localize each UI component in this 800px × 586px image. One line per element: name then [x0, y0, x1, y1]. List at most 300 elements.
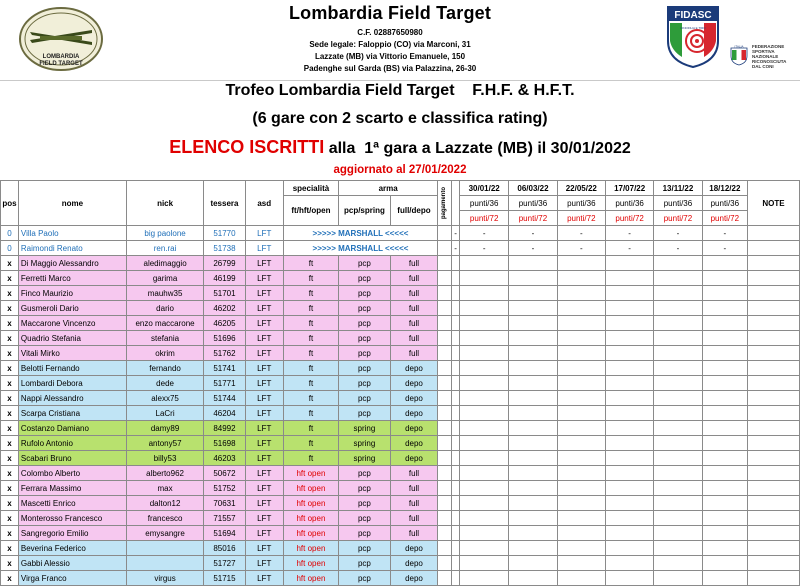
cell-spacer	[452, 406, 460, 421]
punti36-4: punti/36	[654, 196, 702, 211]
org-info	[200, 3, 580, 75]
cell-tessera: 46202	[204, 301, 245, 316]
cell-pos: 0	[1, 226, 19, 241]
cell-score-2	[557, 331, 605, 346]
cell-note	[748, 301, 800, 316]
cell-score-4	[654, 331, 702, 346]
cell-potenza: depo	[390, 391, 437, 406]
fidasc-logo	[666, 5, 720, 69]
cell-pos: x	[1, 271, 19, 286]
cell-tessera: 51727	[204, 556, 245, 571]
cell-arma: pcp	[339, 511, 391, 526]
cell-nome: Costanzo Damiano	[18, 421, 126, 436]
cell-arma: spring	[339, 421, 391, 436]
cell-asd: LFT	[245, 556, 283, 571]
punti36-3: punti/36	[605, 196, 653, 211]
title-elenco	[0, 137, 800, 158]
cell-note	[748, 286, 800, 301]
cell-note	[748, 226, 800, 241]
cell-specialita: hft open	[283, 526, 338, 541]
cell-asd: LFT	[245, 286, 283, 301]
cell-pagamento	[438, 226, 452, 241]
cell-score-4	[654, 256, 702, 271]
cell-spacer	[452, 511, 460, 526]
cell-pagamento	[438, 541, 452, 556]
cell-pagamento	[438, 241, 452, 256]
cell-score-0: -	[460, 226, 509, 241]
cell-potenza: depo	[390, 541, 437, 556]
cell-asd: LFT	[245, 406, 283, 421]
cell-nome: Finco Maurizio	[18, 286, 126, 301]
cell-note	[748, 271, 800, 286]
cell-nome: Gabbi Alessio	[18, 556, 126, 571]
cell-spacer	[452, 271, 460, 286]
cell-specialita: ft	[283, 271, 338, 286]
cell-score-5	[702, 481, 747, 496]
cell-nome: Villa Paolo	[18, 226, 126, 241]
cell-pos: x	[1, 391, 19, 406]
cell-nick: damy89	[126, 421, 203, 436]
cell-pos: x	[1, 316, 19, 331]
cell-score-5	[702, 526, 747, 541]
cell-nick: alberto962	[126, 466, 203, 481]
cell-pagamento	[438, 286, 452, 301]
cell-score-3	[605, 451, 653, 466]
cell-score-1	[509, 511, 557, 526]
cell-nick: dalton12	[126, 496, 203, 511]
cell-pagamento	[438, 556, 452, 571]
cell-nick: ren.rai	[126, 241, 203, 256]
cell-score-0	[460, 541, 509, 556]
cell-score-3	[605, 526, 653, 541]
cell-spacer	[452, 331, 460, 346]
cell-score-1	[509, 301, 557, 316]
cell-score-5	[702, 451, 747, 466]
competitor-row	[1, 271, 800, 286]
cell-note	[748, 436, 800, 451]
cell-potenza: full	[390, 481, 437, 496]
cell-score-0	[460, 316, 509, 331]
cell-score-3	[605, 511, 653, 526]
cell-score-3	[605, 346, 653, 361]
cell-score-2	[557, 256, 605, 271]
cell-pagamento	[438, 466, 452, 481]
cell-arma: pcp	[339, 541, 391, 556]
cell-score-1	[509, 526, 557, 541]
cell-tessera: 26799	[204, 256, 245, 271]
cell-score-4	[654, 496, 702, 511]
cell-asd: LFT	[245, 271, 283, 286]
cell-potenza: depo	[390, 571, 437, 586]
cell-nome: Raimondi Renato	[18, 241, 126, 256]
cell-asd: LFT	[245, 511, 283, 526]
cell-pagamento	[438, 391, 452, 406]
punti72-2: punti/72	[557, 211, 605, 226]
cell-arma: spring	[339, 436, 391, 451]
cell-note	[748, 241, 800, 256]
punti72-0: punti/72	[460, 211, 509, 226]
cell-pos: x	[1, 361, 19, 376]
cell-pagamento	[438, 271, 452, 286]
cell-score-2	[557, 391, 605, 406]
cell-tessera: 51762	[204, 346, 245, 361]
cell-tessera: 51738	[204, 241, 245, 256]
cell-arma: pcp	[339, 391, 391, 406]
competitor-row	[1, 451, 800, 466]
cell-spacer	[452, 301, 460, 316]
cell-score-0	[460, 391, 509, 406]
col-asd: asd	[245, 181, 283, 226]
cell-score-0	[460, 346, 509, 361]
col-spacer	[452, 181, 460, 226]
cell-score-0	[460, 421, 509, 436]
cell-asd: LFT	[245, 346, 283, 361]
cell-arma: pcp	[339, 271, 391, 286]
cell-pos: x	[1, 406, 19, 421]
cell-nome: Sangregorio Emilio	[18, 526, 126, 541]
cell-nick: mauhw35	[126, 286, 203, 301]
cell-asd: LFT	[245, 256, 283, 271]
cell-potenza: full	[390, 301, 437, 316]
cell-spacer	[452, 346, 460, 361]
cell-pos: x	[1, 571, 19, 586]
cell-score-3	[605, 496, 653, 511]
cell-spacer	[452, 286, 460, 301]
cell-spacer	[452, 466, 460, 481]
org-cf: C.F. 02887650980	[357, 28, 423, 37]
cell-score-1	[509, 421, 557, 436]
cell-arma: pcp	[339, 571, 391, 586]
cell-nome: Ferrara Massimo	[18, 481, 126, 496]
cell-arma: pcp	[339, 496, 391, 511]
cell-score-4	[654, 376, 702, 391]
competitor-row	[1, 436, 800, 451]
cell-pagamento	[438, 256, 452, 271]
cell-score-0	[460, 496, 509, 511]
punti36-1: punti/36	[509, 196, 557, 211]
cell-score-3	[605, 256, 653, 271]
svg-text:LOMBARDIA: LOMBARDIA	[42, 54, 80, 60]
cell-arma: pcp	[339, 331, 391, 346]
cell-score-2	[557, 436, 605, 451]
italia-flag-icon	[730, 44, 748, 66]
cell-score-0	[460, 271, 509, 286]
cell-specialita: ft	[283, 391, 338, 406]
cell-nick: dede	[126, 376, 203, 391]
cell-tessera: 46203	[204, 451, 245, 466]
cell-nick: antony57	[126, 436, 203, 451]
cell-note	[748, 541, 800, 556]
cell-score-0	[460, 331, 509, 346]
cell-specialita: hft open	[283, 481, 338, 496]
cell-note	[748, 451, 800, 466]
cell-score-5	[702, 376, 747, 391]
cell-note	[748, 256, 800, 271]
cell-spacer	[452, 391, 460, 406]
cell-specialita: ft	[283, 406, 338, 421]
cell-nick: big paolone	[126, 226, 203, 241]
cell-score-1	[509, 436, 557, 451]
org-name: Lombardia Field Target	[288, 3, 492, 23]
cell-score-3	[605, 271, 653, 286]
cell-score-2	[557, 406, 605, 421]
cell-note	[748, 391, 800, 406]
cell-score-3	[605, 541, 653, 556]
cell-note	[748, 526, 800, 541]
cell-score-1	[509, 451, 557, 466]
competitor-row	[1, 331, 800, 346]
cell-tessera: 46205	[204, 316, 245, 331]
cell-arma: spring	[339, 451, 391, 466]
cell-score-3	[605, 436, 653, 451]
cell-pos: x	[1, 286, 19, 301]
cell-nick: alexx75	[126, 391, 203, 406]
date-0: 30/01/22	[460, 181, 509, 196]
cell-score-0	[460, 511, 509, 526]
cell-score-4	[654, 556, 702, 571]
cell-score-4: -	[654, 241, 702, 256]
cell-score-2	[557, 511, 605, 526]
cell-pos: x	[1, 301, 19, 316]
cell-score-2	[557, 526, 605, 541]
cell-score-1	[509, 286, 557, 301]
cell-pos: x	[1, 451, 19, 466]
cell-specialita: hft open	[283, 556, 338, 571]
col-specialita: specialità	[283, 181, 338, 196]
cell-nome: Belotti Fernando	[18, 361, 126, 376]
cell-score-4	[654, 346, 702, 361]
updated-date: aggiornato al 27/01/2022	[333, 164, 467, 176]
cell-score-3	[605, 286, 653, 301]
cell-asd: LFT	[245, 241, 283, 256]
cell-tessera: 50672	[204, 466, 245, 481]
cell-spacer	[452, 541, 460, 556]
cell-tessera: 46204	[204, 406, 245, 421]
cell-pagamento	[438, 346, 452, 361]
cell-nick: francesco	[126, 511, 203, 526]
cell-spacer	[452, 361, 460, 376]
cell-specialita: ft	[283, 421, 338, 436]
cell-potenza: full	[390, 466, 437, 481]
cell-note	[748, 406, 800, 421]
cell-asd: LFT	[245, 361, 283, 376]
cell-nome: Maccarone Vincenzo	[18, 316, 126, 331]
header	[0, 0, 800, 81]
cell-pos: x	[1, 541, 19, 556]
cell-score-4	[654, 286, 702, 301]
cell-score-3	[605, 376, 653, 391]
cell-tessera: 51744	[204, 391, 245, 406]
cell-nome: Nappi Alessandro	[18, 391, 126, 406]
cell-potenza: depo	[390, 451, 437, 466]
cell-tessera: 51698	[204, 436, 245, 451]
cell-score-1	[509, 346, 557, 361]
cell-pagamento	[438, 436, 452, 451]
competitor-row	[1, 286, 800, 301]
marshall-row	[1, 226, 800, 241]
cell-specialita: ft	[283, 376, 338, 391]
cell-note	[748, 346, 800, 361]
marshall-row	[1, 241, 800, 256]
cell-asd: LFT	[245, 541, 283, 556]
cell-pagamento	[438, 316, 452, 331]
cell-score-2	[557, 421, 605, 436]
title-gara-info: alla 1ª gara a Lazzate (MB) il 30/01/2022	[328, 140, 631, 157]
cell-score-5	[702, 256, 747, 271]
cell-score-0	[460, 301, 509, 316]
cell-potenza: full	[390, 316, 437, 331]
cell-score-3: -	[605, 241, 653, 256]
cell-asd: LFT	[245, 316, 283, 331]
cell-specialita: ft	[283, 436, 338, 451]
cell-score-1	[509, 496, 557, 511]
cell-arma: pcp	[339, 346, 391, 361]
cell-score-3: -	[605, 226, 653, 241]
cell-specialita: ft	[283, 316, 338, 331]
cell-arma: pcp	[339, 361, 391, 376]
cell-pagamento	[438, 301, 452, 316]
cell-note	[748, 466, 800, 481]
cell-score-2	[557, 346, 605, 361]
competitor-row	[1, 316, 800, 331]
cell-specialita: ft	[283, 301, 338, 316]
cell-asd: LFT	[245, 451, 283, 466]
pagamento-label: pagamento	[441, 186, 448, 219]
cell-nome: Quadrio Stefania	[18, 331, 126, 346]
cell-score-3	[605, 361, 653, 376]
cell-potenza: depo	[390, 406, 437, 421]
cell-pos: x	[1, 526, 19, 541]
cell-score-5	[702, 421, 747, 436]
svg-text:FIELD TARGET: FIELD TARGET	[39, 61, 83, 67]
cell-pos: x	[1, 421, 19, 436]
cell-asd: LFT	[245, 496, 283, 511]
cell-pos: x	[1, 556, 19, 571]
cell-nome: Beverina Federico	[18, 541, 126, 556]
col-pos: pos	[1, 181, 19, 226]
cell-score-2	[557, 496, 605, 511]
cell-pagamento	[438, 376, 452, 391]
federation-text: FEDERAZIONE SPORTIVA NAZIONALE RICONOSCIUTA DAL CONI	[752, 44, 787, 69]
cell-score-2	[557, 301, 605, 316]
cell-nick: enzo maccarone	[126, 316, 203, 331]
cell-pos: x	[1, 496, 19, 511]
cell-score-2: -	[557, 226, 605, 241]
cell-note	[748, 481, 800, 496]
lombardia-field-target-logo	[18, 6, 104, 72]
cell-score-4	[654, 271, 702, 286]
competitor-row	[1, 391, 800, 406]
cell-pagamento	[438, 421, 452, 436]
col-arma-sub2: full/depo	[390, 196, 437, 226]
cell-nick: okrim	[126, 346, 203, 361]
cell-score-5	[702, 466, 747, 481]
competitor-row	[1, 526, 800, 541]
cell-pagamento	[438, 361, 452, 376]
svg-text:FIDASC: FIDASC	[674, 10, 712, 21]
cell-pos: x	[1, 376, 19, 391]
cell-score-5	[702, 436, 747, 451]
cell-pos: x	[1, 466, 19, 481]
registrations-table	[0, 180, 800, 586]
svg-text:CINOFILIA E TIRO: CINOFILIA E TIRO	[680, 26, 706, 30]
cell-score-4	[654, 481, 702, 496]
cell-score-0	[460, 436, 509, 451]
punti36-0: punti/36	[460, 196, 509, 211]
col-tessera: tessera	[204, 181, 245, 226]
cell-pagamento	[438, 511, 452, 526]
cell-score-5	[702, 331, 747, 346]
cell-pos: x	[1, 436, 19, 451]
cell-nome: Vitali Mirko	[18, 346, 126, 361]
cell-tessera: 71557	[204, 511, 245, 526]
date-2: 22/05/22	[557, 181, 605, 196]
cell-score-4	[654, 511, 702, 526]
cell-specialita: ft	[283, 451, 338, 466]
cell-score-2	[557, 376, 605, 391]
cell-nick	[126, 556, 203, 571]
competitor-row	[1, 256, 800, 271]
cell-score-4	[654, 361, 702, 376]
cell-score-4	[654, 541, 702, 556]
cell-score-2	[557, 466, 605, 481]
cell-spacer	[452, 496, 460, 511]
competitor-row	[1, 361, 800, 376]
cell-score-0	[460, 256, 509, 271]
cell-score-2	[557, 286, 605, 301]
cell-nick: garima	[126, 271, 203, 286]
cell-potenza: depo	[390, 421, 437, 436]
date-4: 13/11/22	[654, 181, 702, 196]
date-1: 06/03/22	[509, 181, 557, 196]
cell-spacer	[452, 526, 460, 541]
cell-tessera: 51770	[204, 226, 245, 241]
cell-pos: x	[1, 511, 19, 526]
cell-potenza: depo	[390, 436, 437, 451]
cell-potenza: full	[390, 286, 437, 301]
cell-pagamento	[438, 406, 452, 421]
cell-arma: pcp	[339, 481, 391, 496]
org-address-1: Sede legale: Faloppio (CO) via Marconi, 31	[309, 40, 471, 49]
cell-score-4	[654, 406, 702, 421]
cell-score-1	[509, 361, 557, 376]
cell-score-1: -	[509, 241, 557, 256]
cell-specialita: hft open	[283, 466, 338, 481]
cell-score-5	[702, 391, 747, 406]
cell-specialita: ft	[283, 346, 338, 361]
cell-asd: LFT	[245, 226, 283, 241]
cell-score-1	[509, 481, 557, 496]
cell-score-5: -	[702, 241, 747, 256]
cell-pos: 0	[1, 241, 19, 256]
competitor-row	[1, 556, 800, 571]
cell-score-5	[702, 556, 747, 571]
cell-nome: Scarpa Cristiana	[18, 406, 126, 421]
cell-score-5	[702, 271, 747, 286]
cell-tessera: 51701	[204, 286, 245, 301]
cell-nome: Di Maggio Alessandro	[18, 256, 126, 271]
col-nome: nome	[18, 181, 126, 226]
cell-arma: pcp	[339, 256, 391, 271]
cell-score-4	[654, 301, 702, 316]
title-trofeo: Trofeo Lombardia Field Target F.H.F. & H.F.T.	[225, 82, 575, 99]
cell-tessera: 51715	[204, 571, 245, 586]
cell-score-3	[605, 466, 653, 481]
cell-note	[748, 421, 800, 436]
cell-note	[748, 556, 800, 571]
cell-specialita: hft open	[283, 496, 338, 511]
cell-score-1	[509, 556, 557, 571]
